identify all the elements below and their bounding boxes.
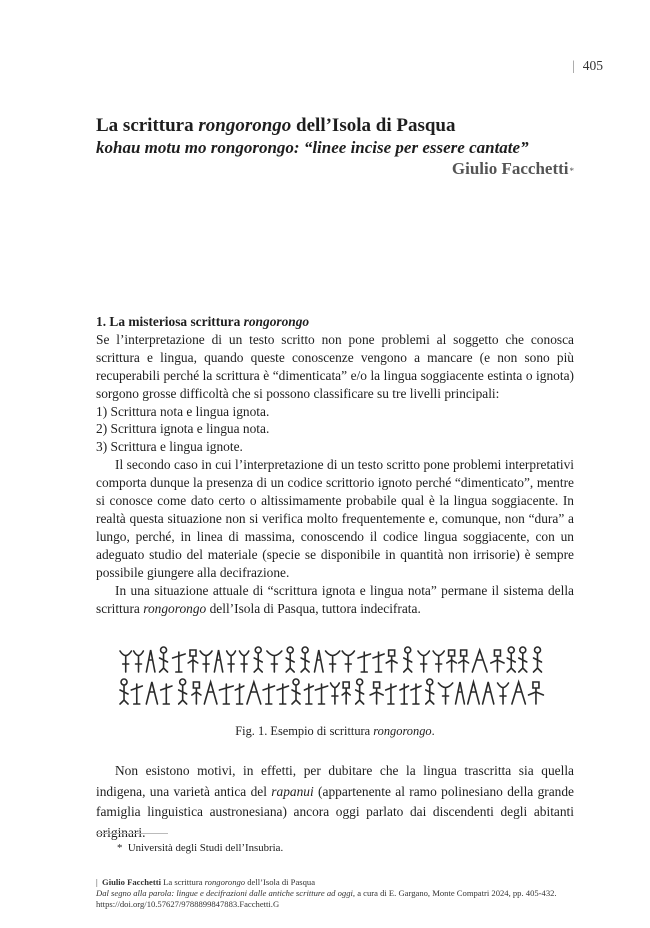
figure-caption — [96, 724, 574, 739]
rongorongo-glyph — [179, 679, 187, 704]
rongorongo-glyph — [370, 682, 383, 704]
rongorongo-figure — [118, 644, 554, 710]
section-1 — [96, 313, 574, 617]
rongorongo-glyph — [528, 682, 543, 704]
rongorongo-glyph — [239, 651, 248, 672]
paragraph-situation — [96, 582, 574, 618]
paragraph-language — [96, 761, 574, 843]
rongorongo-glyph — [507, 647, 515, 672]
rongorongo-glyph — [411, 684, 421, 704]
rongorongo-glyph — [188, 650, 198, 672]
title-block — [96, 115, 574, 180]
paragraph-text-end: (appartenente al ramo polinesiano della grande famiglia linguistica austronesiana) ancora oggi parlato dai discendenti degli abitanti originari. — [96, 783, 575, 840]
caption-text: Fig. 1. Esempio di scrittura — [235, 724, 374, 738]
rongorongo-glyph — [468, 682, 479, 704]
rongorongo-glyph — [342, 651, 354, 672]
rongorongo-glyph — [472, 650, 487, 672]
section-heading — [96, 313, 574, 331]
credits-line-2 — [96, 888, 574, 899]
footnote — [117, 842, 283, 854]
rongorongo-glyph — [192, 682, 201, 704]
rongorongo-glyph — [342, 682, 350, 704]
rongorongo-glyph — [386, 684, 397, 704]
list-item: 1) Scrittura nota e lingua ignota. — [96, 403, 270, 419]
rongorongo-glyph — [254, 647, 262, 672]
rongorongo-glyph — [438, 683, 452, 704]
page-number — [572, 58, 603, 74]
rongorongo-glyph — [247, 682, 261, 704]
title-italic: rongorongo — [198, 115, 292, 136]
rongorongo-glyph — [200, 651, 212, 672]
credits-book-title: Dal segno alla parola: lingue e decifrazioni dalle antiche scritture ad oggi — [96, 888, 353, 898]
rongorongo-glyph — [160, 647, 168, 672]
credits-chapter-end: dell’Isola di Pasqua — [245, 877, 316, 887]
rongorongo-glyph — [358, 652, 371, 672]
list-item: 3) Scrittura e lingua ignote. — [96, 439, 243, 455]
rongorongo-glyph — [161, 684, 172, 704]
footnote-mark: * — [117, 842, 123, 854]
caption-end: . — [431, 724, 435, 738]
rongorongo-glyph — [315, 684, 327, 704]
rongorongo-glyph — [277, 684, 288, 704]
rongorongo-glyph — [356, 679, 364, 704]
rongorongo-glyph — [219, 684, 233, 704]
article-subtitle: kohau motu mo rongorongo: “linee incise per essere cantate” — [96, 138, 529, 157]
caption-italic: rongorongo — [373, 724, 432, 738]
rongorongo-glyph — [483, 682, 494, 704]
rongorongo-glyph — [292, 679, 300, 704]
list-item: 2) Scrittura ignota e lingua nota. — [96, 421, 270, 437]
rongorongo-glyph — [386, 650, 397, 672]
credits-doi: https://doi.org/10.57627/9788899847883.Facchetti.G — [96, 899, 280, 909]
rongorongo-glyph — [498, 683, 509, 704]
rongorongo-glyph — [227, 651, 236, 672]
credits-line-1 — [96, 877, 574, 888]
rongorongo-glyph — [315, 650, 324, 672]
publication-credits — [96, 877, 574, 910]
rongorongo-glyph — [120, 651, 131, 672]
footnote-divider — [96, 833, 168, 834]
credits-chapter-italic: rongorongo — [204, 877, 246, 887]
rongorongo-glyph — [304, 684, 313, 704]
credits-chapter: La scrittura — [160, 877, 205, 887]
rongorongo-glyph — [404, 647, 412, 672]
rongorongo-glyph — [491, 650, 504, 672]
rongorongo-glyph — [533, 647, 541, 672]
rongorongo-glyph — [400, 684, 409, 704]
rongorongo-glyph — [120, 679, 128, 704]
rongorongo-glyph — [146, 682, 157, 704]
paragraph-text: Non esistono motivi, in effetti, per dubitare che la lingua trascritta sia quella indigena, una varietà antica del — [96, 763, 574, 799]
section-heading-italic: rongorongo — [243, 314, 310, 329]
rongorongo-glyph — [326, 651, 340, 672]
rongorongo-glyph — [418, 651, 429, 672]
paragraph-italic: rapanui — [271, 783, 314, 799]
section-heading-text: 1. La misteriosa scrittura — [96, 314, 244, 329]
rongorongo-glyph — [456, 682, 465, 704]
author-text: Giulio Facchetti — [451, 159, 569, 178]
credits-author: Giulio Facchetti — [102, 877, 161, 887]
author-name — [96, 158, 574, 180]
rongorongo-glyph — [459, 650, 469, 672]
rongorongo-glyph — [426, 679, 434, 704]
rongorongo-glyph — [131, 684, 142, 704]
title-text: La scrittura — [96, 115, 199, 136]
section-1-continued — [96, 761, 574, 843]
rongorongo-glyph — [519, 647, 527, 672]
intro-paragraph: Se l’interpretazione di un testo scritto non pone problemi al soggetto che conosca scrittura e lingua, quando queste conoscenze vengono a mancare (e non sono più recuperabili perché la scrittura è “dimenticata” e/o la lingua soggiacente estinta o ignota) sorgono grosse difficoltà che si possono classificare su tre livelli principali: — [96, 331, 574, 401]
rongorongo-glyph — [331, 683, 340, 704]
credits-book-details: , a cura di E. Gargano, Monte Compatri 2024, pp. 405-432. — [352, 888, 557, 898]
rongorongo-glyph — [301, 647, 309, 672]
footnote-text: Università degli Studi dell’Insubria. — [127, 842, 284, 854]
rongorongo-glyph — [204, 682, 217, 704]
rongorongo-glyph — [235, 684, 244, 704]
article-title — [96, 115, 574, 137]
rongorongo-glyph — [214, 650, 222, 672]
paragraph-italic: rongorongo — [143, 600, 207, 616]
rongorongo-glyph — [433, 651, 444, 672]
rongorongo-glyph — [134, 651, 144, 672]
title-rest: dell’Isola di Pasqua — [291, 115, 456, 136]
rongorongo-glyph — [447, 650, 457, 672]
rongorongo-glyph — [267, 651, 282, 672]
rongorongo-glyph — [512, 682, 526, 704]
paragraph-text: In una situazione attuale di “scrittura ignota e lingua nota” permane il sistema della scrittura — [96, 582, 574, 616]
rongorongo-glyph — [173, 652, 186, 672]
page-number-value: 405 — [582, 58, 603, 73]
paragraph-text-end: dell’Isola di Pasqua, tuttora indecifrata. — [206, 600, 421, 616]
rongorongo-glyph — [373, 652, 384, 672]
rongorongo-glyph — [286, 647, 294, 672]
paragraph-second-case: Il secondo caso in cui l’interpretazione di un testo scritto pone problemi interpretativi comporta dunque la presenza di un codice scrittorio ignoto perché “dimenticato”, mentre si conosce come dato certo o altissimamente probabile qual è la lingua soggiacente. In realtà questa situazione non si verifica molto frequentemente e, comunque, non “dura” a lungo, perché, in linea di massima, conoscendo il codice lingua soggiacente, con un adeguato studio del materiale (specie se disponibile in quantità non irrisorie) è sempre possibile giungere alla decifrazione. — [96, 457, 574, 580]
rongorongo-glyph — [263, 684, 274, 704]
credits-bar: | — [96, 877, 98, 887]
rongorongo-glyph — [146, 650, 155, 672]
author-footnote-mark: * — [569, 166, 574, 176]
page-number-separator: | — [572, 58, 575, 73]
